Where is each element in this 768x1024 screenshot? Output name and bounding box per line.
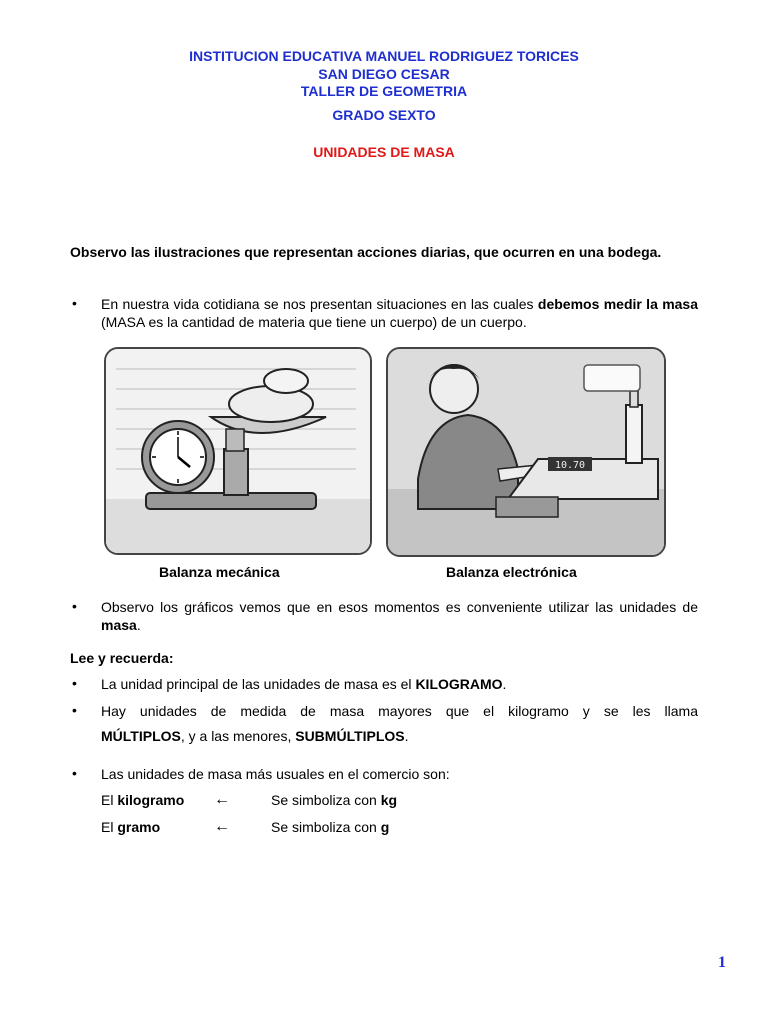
unit-kilogram-name: El kilogramo: [101, 792, 185, 808]
bullet-kilogram: La unidad principal de las unidades de masa es el KILOGRAMO.: [101, 676, 507, 692]
section-heading: Lee y recuerda:: [70, 650, 174, 666]
grade-label: GRADO SEXTO: [332, 107, 436, 123]
bullet-dot: •: [72, 295, 77, 311]
unit-gram-name: El gramo: [101, 819, 161, 835]
unit-gram-symbol: Se simboliza con g: [271, 819, 390, 835]
bullet-dot: •: [72, 765, 77, 781]
mechanical-scale-drawing: [106, 349, 370, 553]
bullet-dot: •: [72, 675, 77, 691]
topic-title: UNIDADES DE MASA: [313, 144, 455, 160]
scale-display-reading: 10.70: [554, 460, 586, 471]
unit-kilogram-symbol: Se simboliza con kg: [271, 792, 398, 808]
electronic-scale-drawing: [388, 349, 664, 555]
school-name: INSTITUCION EDUCATIVA MANUEL RODRIGUEZ TORICES: [189, 48, 579, 64]
bullet-multiples-line2: MÚLTIPLOS, y a las menores, SUBMÚLTIPLOS.: [101, 728, 409, 744]
bullet-units-of-mass: Observo los gráficos vemos que en esos momentos es conveniente utilizar las unidades de masa.: [101, 599, 698, 633]
caption-electronic-scale: Balanza electrónica: [446, 564, 577, 580]
caption-mechanical-scale: Balanza mecánica: [159, 564, 280, 580]
bullet-common-units: Las unidades de masa más usuales en el comercio son:: [101, 766, 450, 782]
left-arrow-icon: ←: [214, 791, 230, 808]
city-name: SAN DIEGO CESAR: [318, 66, 450, 82]
bullet-mass-definition: En nuestra vida cotidiana se nos presentan situaciones en las cuales debemos medir la masa (MASA es la cantidad de materia que tiene un cuerpo) de un cuerpo.: [101, 296, 698, 330]
mechanical-scale-illustration: [104, 347, 372, 555]
bullet-multiples-line1: Hay unidades de medida de masa mayores que el kilogramo y se les llama: [101, 703, 698, 719]
workshop-title: TALLER DE GEOMETRIA: [300, 83, 468, 99]
left-arrow-icon: ←: [214, 818, 230, 835]
intro-paragraph: Observo las ilustraciones que representan acciones diarias, que ocurren en una bodega.: [70, 244, 662, 260]
bullet-dot: •: [72, 702, 77, 718]
bullet-dot: •: [72, 598, 77, 614]
page-number: 1: [718, 954, 726, 971]
electronic-scale-illustration: [386, 347, 666, 557]
